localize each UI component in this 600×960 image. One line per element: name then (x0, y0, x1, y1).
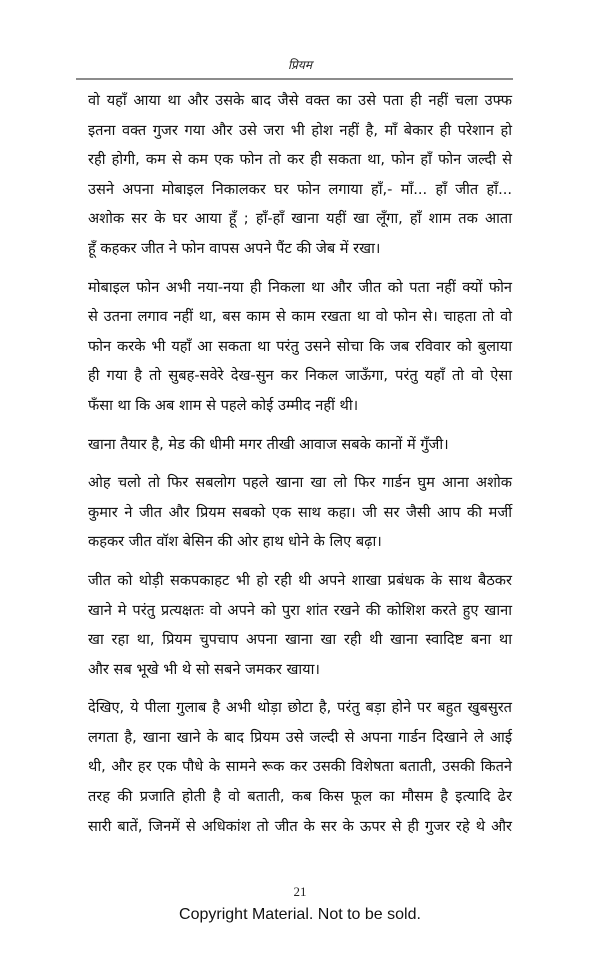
text-line: और सब भूखे भी थे सो सबने जमकर खाया। (88, 660, 320, 678)
page-number: 21 (293, 884, 307, 899)
header-rule (76, 78, 513, 80)
text-line: थी, और हर एक पौधे के सामने रूक कर उसकी विशेषता बताती, उसकी कितने (88, 758, 512, 776)
text-line: फँसा था कि अब शाम से पहले कोई उम्मीद नहीं थी। (88, 396, 359, 414)
text-line: वो यहाँ आया था और उसके बाद जैसे वक्त का उसे पता ही नहीं चला उफ्फ (88, 92, 512, 109)
text-line: ओह चलो तो फिर सबलोग पहले खाना खा लो फिर गार्डन घुम आना अशोक (88, 474, 512, 492)
text-line: अशोक सर के घर आया हूँ ; हाँ-हाँ खाना यहीं खा लूँगा, हाँ शाम तक आता (88, 210, 512, 228)
text-line: खाना तैयार है, मेड की धीमी मगर तीखी आवाज सबके कानों में गुँजी। (88, 435, 449, 453)
running-header: प्रियम (287, 58, 313, 72)
text-line: उसने अपना मोबाइल निकालकर घर फोन लगाया हाँ,- माँ... हाँ जीत हाँ... (88, 180, 512, 198)
paragraph (88, 430, 512, 460)
text-line: सारी बातें, जिनमें से अधिकांश तो जीत के सर के ऊपर से ही गुजर रहे थे और (88, 817, 512, 835)
text-line: हूँ कहकर जीत ने फोन वापस अपने पैंट की जेब में रखा। (88, 239, 381, 257)
paragraph (88, 693, 512, 841)
text-line: देखिए, ये पीला गुलाब है अभी थोड़ा छोटा है, परंतु बड़ा होने पर बहुत खुबसुरत (88, 699, 512, 717)
text-line: कहकर जीत वॉश बेसिन की ओर हाथ धोने के लिए बढ़ा। (88, 533, 382, 551)
page-body (88, 86, 512, 850)
text-line: लगता है, खाना खाने के बाद प्रियम उसे जल्दी से अपना गार्डन दिखाने ले आई (88, 728, 512, 746)
paragraph (88, 86, 512, 264)
text-line: इतना वक्त गुजर गया और उसे जरा भी होश नहीं है, माँ बेकार ही परेशान हो (88, 121, 512, 139)
text-line: मोबाइल फोन अभी नया-नया ही निकला था और जीत को पता नहीं क्यों फोन (88, 278, 512, 296)
text-line: तरह की प्रजाति होती है वो बताती, कब किस फूल का मौसम है इत्यादि ढेर (88, 788, 512, 806)
text-line: खाने मे परंतु प्रत्यक्षतः वो अपने को पुरा शांत रखने की कोशिश करते हुए खाना (88, 601, 512, 619)
text-line: खा रहा था, प्रियम चुपचाप अपना खाना खा रही थी खाना स्वादिष्ट बना था (88, 631, 512, 649)
copyright-notice: Copyright Material. Not to be sold. (179, 906, 421, 923)
text-line: जीत को थोड़ी सकपकाहट भी हो रही थी अपने शाखा प्रबंधक के साथ बैठकर (88, 571, 512, 589)
text-line: कुमार ने जीत और प्रियम सबको एक साथ कहा। जी सर जैसी आप की मर्जी (88, 503, 512, 521)
paragraph (88, 566, 512, 684)
text-line: ही गया है तो सुबह-सवेरे देख-सुन कर निकल जाऊँगा, परंतु यहाँ तो वो ऐसा (88, 367, 512, 385)
paragraph (88, 468, 512, 557)
paragraph (88, 273, 512, 421)
text-line: फोन करके भी यहाँ आ सकता था परंतु उसने सोचा कि जब रविवार को बुलाया (88, 337, 512, 355)
text-line: रही होगी, कम से कम एक फोन तो कर ही सकता था, फोन हाँ फोन जल्दी से (88, 151, 512, 169)
text-line: से उतना लगाव नहीं था, बस काम से काम रखता था वो फोन से। चाहता तो वो (88, 308, 512, 326)
